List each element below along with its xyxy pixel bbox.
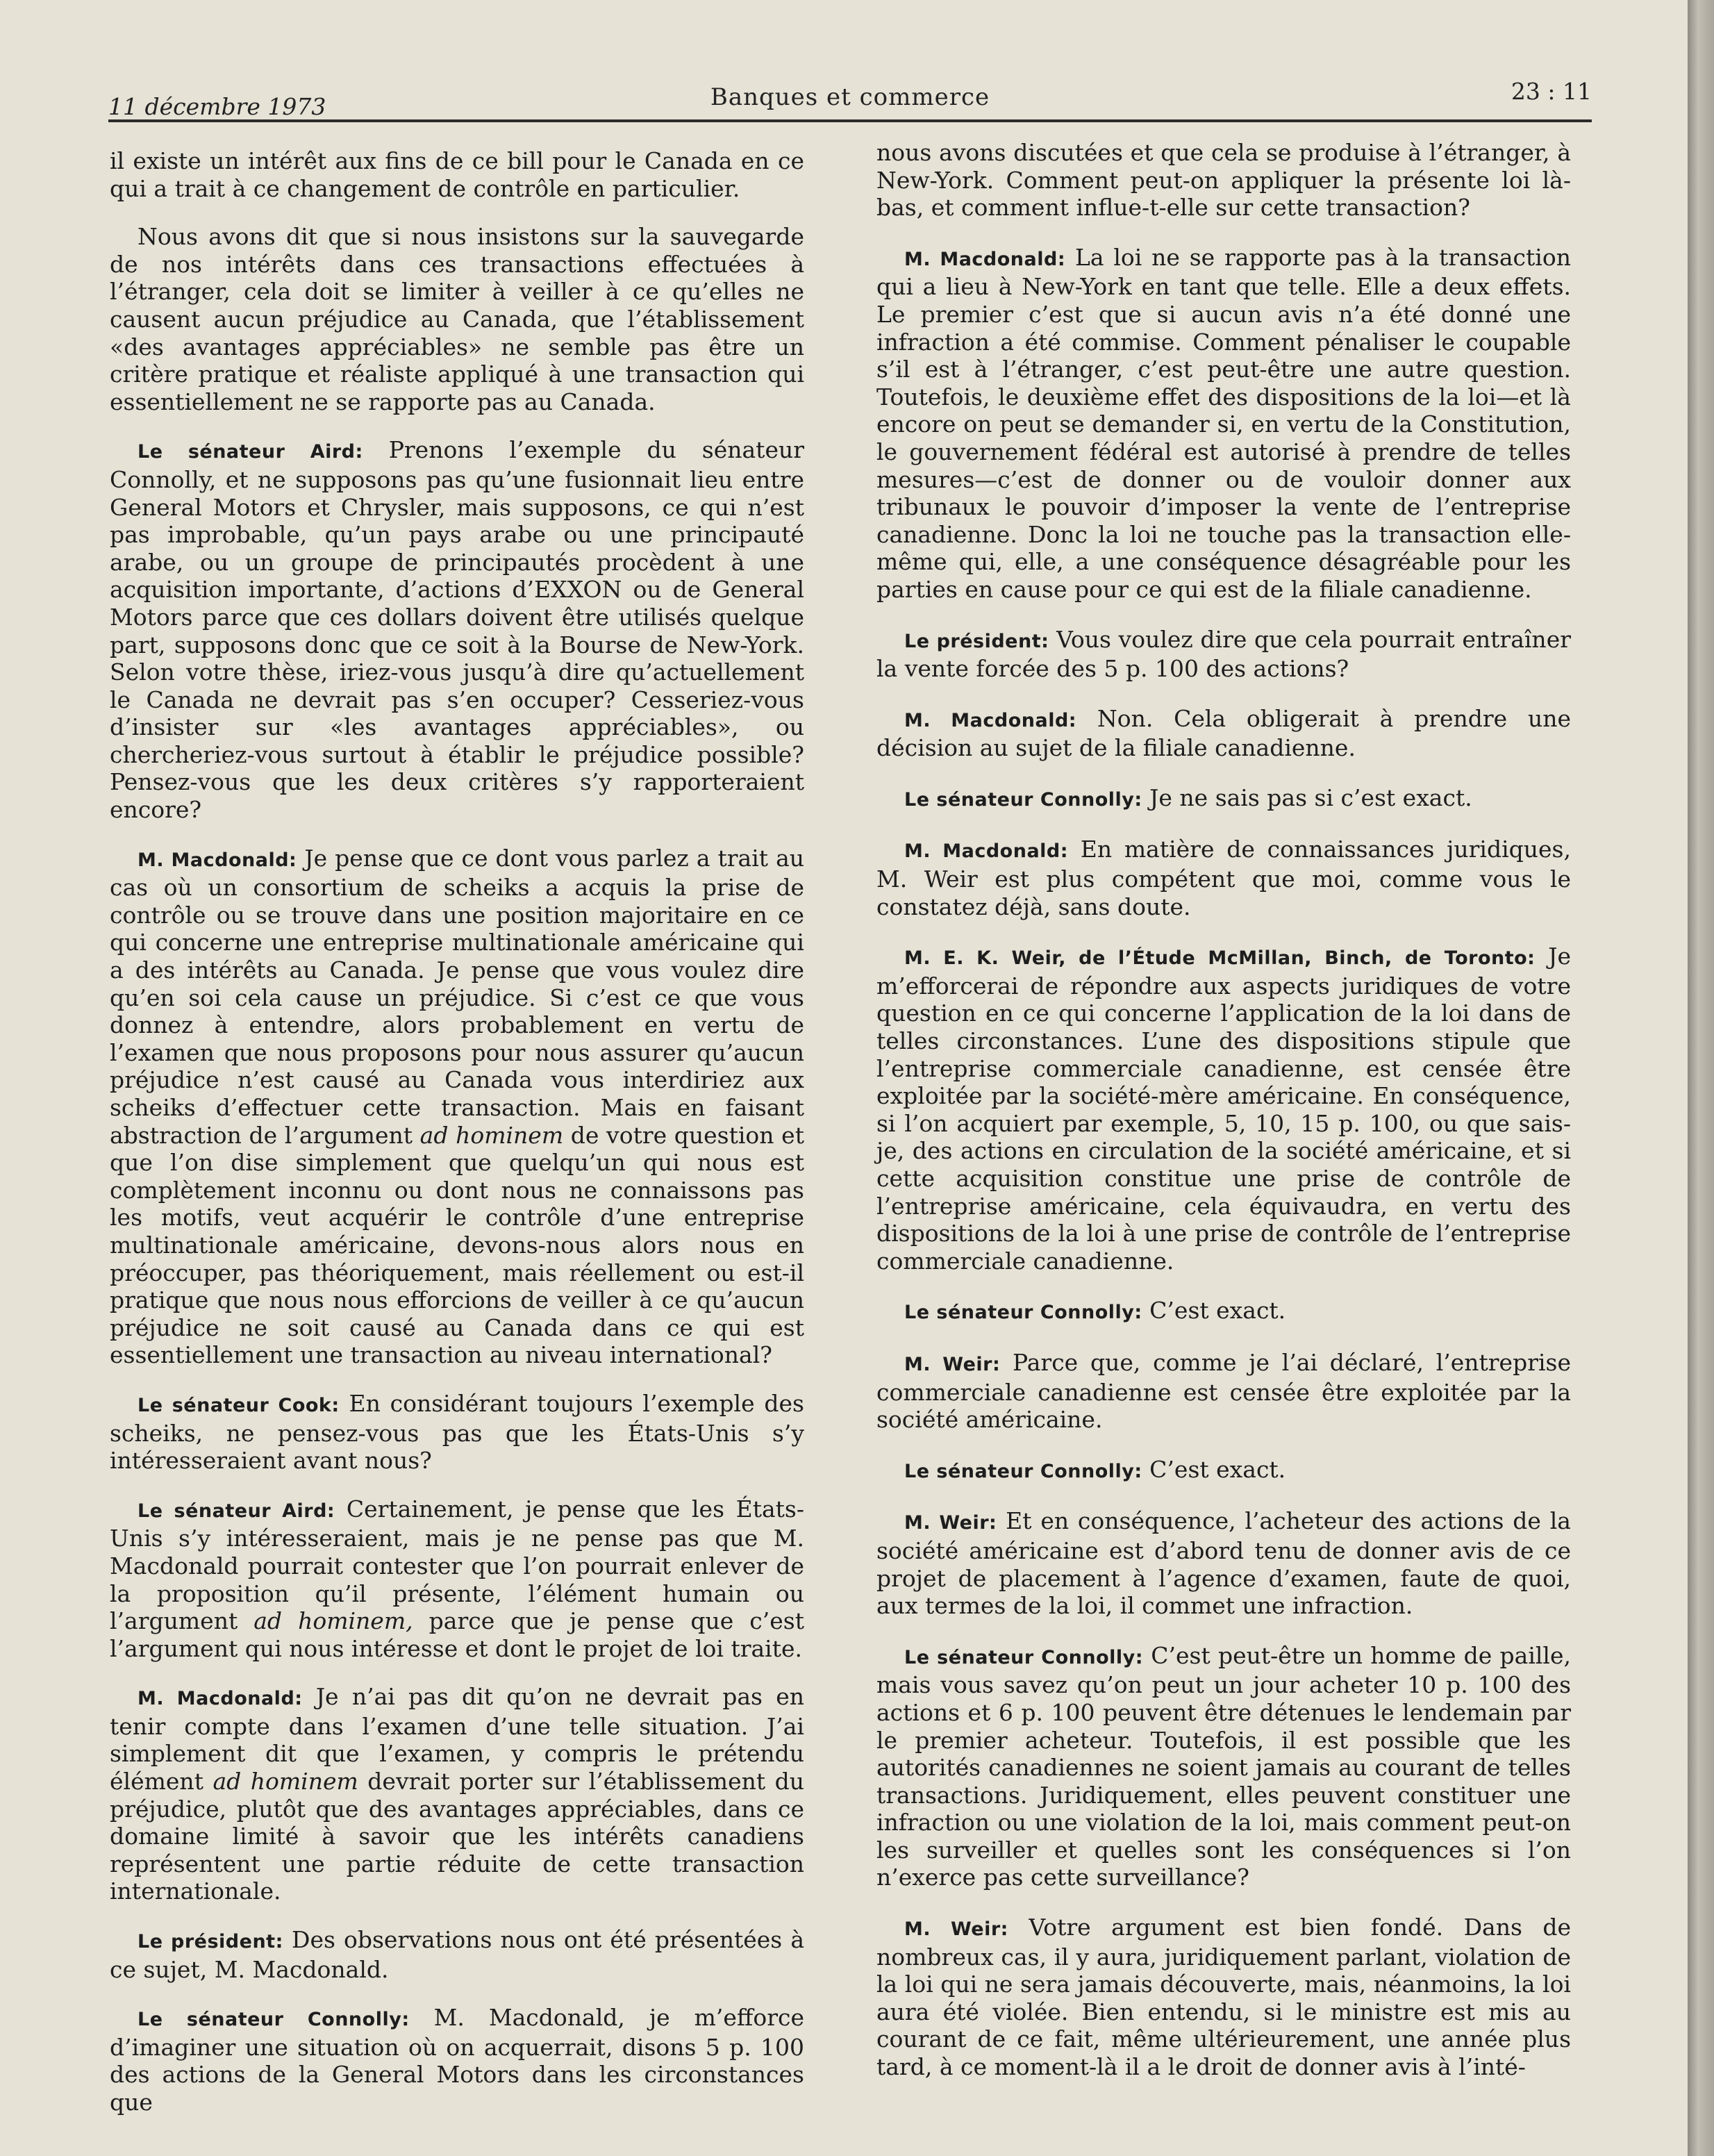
paragraph-text: Parce que, comme je l’ai déclaré, l’entreprise commerciale canadienne est censée être exploitée par la société américaine. bbox=[876, 1348, 1572, 1434]
latin-term: ad hominem bbox=[419, 1121, 564, 1149]
left-column bbox=[110, 147, 804, 2137]
paragraph bbox=[110, 147, 804, 202]
paragraph bbox=[876, 1642, 1571, 1891]
paragraph-text: Je pense que ce dont vous parlez a trait au cas où un consortium de scheiks a acquis la prise de contrôle ou se trouve dans une position majoritaire en ce qui concerne une entreprise multinationale américaine qui a des intérêts au Canada. Je pense que vous voulez dire qu’en soi cela cause un préjudice. Si c’est ce que vous donnez à entendre, alors probablement en vertu de l’examen que nous proposons pour nous assurer qu’aucun préjudice n’est causé au Canada vous interdiriez aux scheiks d’effectuer cette transaction. Mais en faisant abstraction de l’argument bbox=[110, 844, 804, 1149]
paragraph-text: Non. Cela obligerait à prendre une décision au sujet de la filiale canadienne. bbox=[876, 704, 1571, 762]
speaker-name: Le sénateur Connolly: bbox=[904, 1646, 1144, 1668]
paragraph bbox=[110, 436, 804, 823]
speaker-name: M. Weir: bbox=[904, 1353, 1001, 1375]
paragraph-text: La loi ne se rapporte pas à la transaction qui a lieu à New-York en tant que telle. Elle a deux effets. Le premier c’est que si aucun avis n’a été donné une infraction a été commise. Comment pénaliser le coupable s’il est à l’étranger, c’est peut-être une autre question. Toutefois, le deuxième effet des dispositions de la loi—et là encore on peut se demander si, en vertu de la Constitution, le gouvernement fédéral est autorisé à prendre de telles mesures—c’est de donner ou de vouloir donner aux tribunaux le pouvoir d’imposer la vente de l’entreprise canadienne. Donc la loi ne touche pas la transaction elle-même qui, elle, a une conséquence désagréable pour les parties en cause pour ce qui est de la filiale canadienne. bbox=[876, 243, 1571, 603]
speaker-name: Le sénateur Aird: bbox=[138, 441, 363, 463]
latin-term: ad hominem, bbox=[253, 1607, 413, 1635]
paragraph-text: nous avons discutées et que cela se produise à l’étranger, à New-York. Comment peut-on appliquer la présente loi là-bas, et comment influe-t-elle sur cette transaction? bbox=[876, 139, 1571, 222]
paragraph-text: En matière de connaissances juridiques, M. Weir est plus compétent que moi, comme vous le constatez déjà, sans doute. bbox=[876, 836, 1571, 920]
right-column bbox=[876, 139, 1571, 2103]
latin-term: ad hominem bbox=[213, 1768, 358, 1796]
paragraph-text: il existe un intérêt aux fins de ce bill pour le Canada en ce qui a trait à ce changement de contrôle en particulier. bbox=[110, 147, 804, 202]
speaker-name: Le président: bbox=[138, 1931, 283, 1953]
paragraph bbox=[110, 1926, 804, 1983]
paragraph-text: M. Macdonald, je m’efforce d’imaginer une situation où on acquerrait, disons 5 p. 100 des actions de la General Motors dans les circonstances que bbox=[110, 2004, 804, 2116]
paragraph bbox=[876, 1914, 1571, 2081]
paragraph-text: Votre argument est bien fondé. Dans de nombreux cas, il y aura, juridiquement parlant, violation de la loi qui ne sera jamais découverte, mais, néanmoins, la loi aura été violée. Bien entendu, si le ministre est mis au courant de ce fait, même ultérieurement, une année plus tard, à ce moment-là il a le droit de donner avis à l’inté- bbox=[876, 1914, 1571, 2081]
paragraph-text: parce que je pense que c’est l’argument qui nous intéresse et dont le projet de loi traite. bbox=[110, 1607, 804, 1662]
paragraph bbox=[110, 1495, 804, 1663]
speaker-name: M. Macdonald: bbox=[138, 849, 297, 871]
paragraph-text: En considérant toujours l’exemple des scheiks, ne pensez-vous pas que les États-Unis s’y intéresseraient avant nous? bbox=[110, 1389, 804, 1475]
paragraph-text: Je m’efforcerai de répondre aux aspects juridiques de votre question en ce qui concerne l’application de la loi dans de telles circonstances. L’une des dispositions stipule que l’entreprise commerciale canadienne, est censée être exploitée par la société-mère américaine. En conséquence, si l’on acquiert par exemple, 5, 10, 15 p. 100, ou que sais-je, des actions en circulation de la société américaine, et si cette acquisition constitue une prise de contrôle de l’entreprise américaine, cela équivaudra, en vertu des dispositions de la loi à une prise de contrôle de l’entreprise commerciale canadienne. bbox=[876, 943, 1571, 1275]
paragraph bbox=[876, 1297, 1571, 1327]
speaker-name: Le sénateur Connolly: bbox=[904, 1302, 1142, 1324]
scan-edge bbox=[1688, 0, 1714, 2156]
paragraph-text: Des observations nous ont été présentées à ce sujet, M. Macdonald. bbox=[110, 1926, 804, 1983]
paragraph bbox=[876, 705, 1571, 762]
speaker-name: M. Macdonald: bbox=[904, 248, 1066, 270]
speaker-name: M. Macdonald: bbox=[904, 840, 1069, 863]
speaker-name: Le sénateur Aird: bbox=[138, 1500, 335, 1522]
paragraph-text: Vous voulez dire que cela pourrait entraîner la vente forcée des 5 p. 100 des actions? bbox=[876, 625, 1571, 683]
speaker-name: M. Weir: bbox=[904, 1512, 997, 1534]
paragraph-text: Nous avons dit que si nous insistons sur la sauvegarde de nos intérêts dans ces transactions effectuées à l’étranger, cela doit se limiter à veiller à ce qu’elles ne causent aucun préjudice au Canada, que l’établissement «des avantages appréciables» ne semble pas être un critère pratique et réaliste appliqué à une transaction qui essentiellement ne se rapporte pas au Canada. bbox=[110, 223, 804, 415]
paragraph-text: Je n’ai pas dit qu’on ne devrait pas en tenir compte dans l’examen d’une telle situation. J’ai simplement dit que l’examen, y compris le prétendu élément bbox=[110, 1683, 804, 1796]
speaker-name: M. Weir: bbox=[904, 1918, 1008, 1941]
paragraph-text: de votre question et que l’on dise simplement que quelqu’un qui nous est complètement inconnu ou dont nous ne connaissons pas les motifs, veut acquérir le contrôle d’une entreprise multinationale américaine, devons-nous alors nous en préoccuper, pas théoriquement, mais réellement ou est-il pratique que nous nous efforcions de veiller à ce qu’aucun préjudice ne soit causé au Canada dans ce qui est essentiellement une transaction au niveau international? bbox=[110, 1121, 804, 1369]
paragraph-text: Et en conséquence, l’acheteur des actions de la société américaine est d’abord tenu de donner avis de ce projet de placement à l’agence d’examen, faute de quoi, aux termes de la loi, il commet une infraction. bbox=[876, 1507, 1571, 1620]
header-title: Banques et commerce bbox=[710, 83, 990, 111]
paragraph bbox=[110, 2004, 804, 2116]
paragraph bbox=[110, 1683, 804, 1905]
speaker-name: Le sénateur Connolly: bbox=[904, 1460, 1142, 1482]
paragraph bbox=[876, 139, 1571, 222]
paragraph bbox=[876, 1456, 1571, 1486]
paragraph-text: C’est exact. bbox=[1149, 1455, 1286, 1483]
paragraph-text: devrait porter sur l’établissement du préjudice, plutôt que des avantages appréciables, dans ce domaine limité à savoir que les intérêts canadiens représentent une partie réduite de cette transaction internationale. bbox=[110, 1768, 804, 1905]
running-head bbox=[108, 78, 1592, 122]
paragraph bbox=[110, 223, 804, 415]
paragraph bbox=[110, 1390, 804, 1475]
speaker-name: Le président: bbox=[904, 630, 1049, 652]
paragraph-text: Prenons l’exemple du sénateur Connolly, et ne supposons pas qu’une fusionnait lieu entre General Motors et Chrysler, mais supposons, ce qui n’est pas improbable, qu’un pays arabe ou une principauté arabe, ou un groupe de principautés procèdent à une acquisition importante, d’actions d’EXXON ou de General Motors parce que ces dollars doivent être utilisés quelque part, supposons donc que ce soit à la Bourse de New-York. Selon votre thèse, iriez-vous jusqu’à dire qu’actuellement le Canada ne devrait pas s’en occuper? Cesseriez-vous d’insister sur «les avantages appréciables», ou chercheriez-vous surtout à établir le préjudice possible? Pensez-vous que les deux critères s’y rapporteraient encore? bbox=[110, 436, 804, 824]
paragraph bbox=[876, 943, 1571, 1275]
paragraph bbox=[876, 784, 1571, 814]
paragraph bbox=[876, 1349, 1571, 1434]
paragraph bbox=[110, 845, 804, 1369]
paragraph bbox=[876, 836, 1571, 920]
speaker-name: Le sénateur Connolly: bbox=[904, 788, 1142, 811]
speaker-name: M. Macdonald: bbox=[904, 709, 1077, 731]
paragraph bbox=[876, 626, 1571, 683]
speaker-name: M. Macdonald: bbox=[138, 1688, 303, 1710]
paragraph-text: C’est exact. bbox=[1149, 1297, 1286, 1325]
paragraph bbox=[876, 244, 1571, 604]
header-page-number: 23 : 11 bbox=[1511, 78, 1592, 105]
paragraph bbox=[876, 1507, 1571, 1619]
header-date: 11 décembre 1973 bbox=[108, 93, 326, 120]
speaker-name: Le sénateur Cook: bbox=[138, 1394, 340, 1416]
speaker-name: M. E. K. Weir, de l’Étude McMillan, Binch, de Toronto: bbox=[904, 947, 1536, 970]
paragraph-text: Certainement, je pense que les États-Unis s’y intéresseraient, mais je ne pense pas que M. Macdonald pourrait contester que l’on pourrait enlever de la proposition qu’il présente, l’élément humain ou l’argument bbox=[110, 1495, 804, 1635]
speaker-name: Le sénateur Connolly: bbox=[138, 2009, 410, 2031]
paragraph-text: C’est peut-être un homme de paille, mais vous savez qu’on peut un jour acheter 10 p. 100 des actions et 6 p. 100 peuvent être détenues le lendemain par le premier acheteur. Toutefois, il est possible que les autorités canadiennes ne soient jamais au courant de telles transactions. Juridiquement, elles peuvent constituer une infraction ou une violation de la loi, mais comment peut-on les surveiller et quelles sont les conséquences si l’on n’exerce pas cette surveillance? bbox=[876, 1641, 1571, 1891]
paragraph-text: Je ne sais pas si c’est exact. bbox=[1149, 783, 1472, 811]
